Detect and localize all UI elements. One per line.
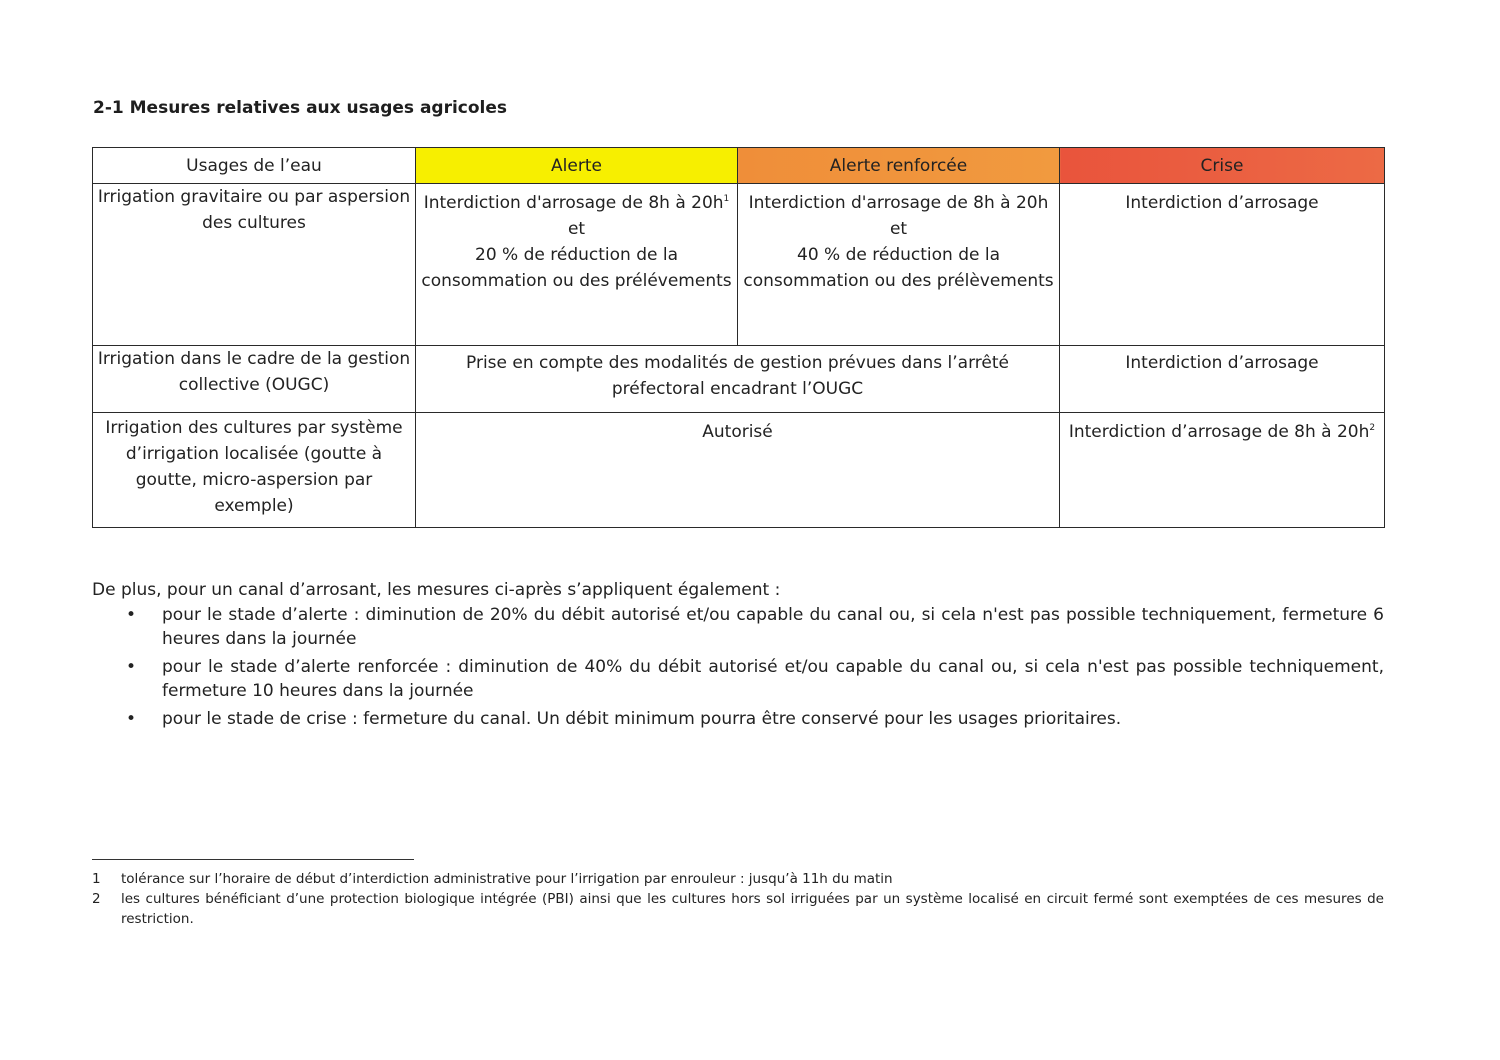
section-title: 2-1 Mesures relatives aux usages agricoles (93, 98, 508, 118)
footnote-separator (92, 859, 414, 860)
usage-cell: Irrigation dans le cadre de la gestion collective (OUGC) (93, 346, 416, 413)
alerte-line: et (567, 219, 586, 239)
list-item (92, 603, 1384, 651)
footnote (92, 889, 1384, 929)
measures-table (92, 147, 1385, 528)
footnote-ref: 1 (723, 194, 730, 204)
table-row (93, 346, 1385, 413)
table-row (93, 184, 1385, 346)
canal-measures-list (92, 603, 1384, 735)
header-usages: Usages de l’eau (93, 148, 416, 184)
alerte-renforcee-merged-cell: Autorisé (416, 413, 1060, 528)
alerte-cell (416, 184, 738, 346)
footnotes (92, 869, 1384, 929)
renforcee-cell (738, 184, 1060, 346)
list-item-text: pour le stade d’alerte renforcée : diminution de 40% du débit autorisé et/ou capable du canal ou, si cela n'est pas possible techniquement, fermeture 10 heures dans la journée (162, 657, 1384, 701)
usage-cell: Irrigation gravitaire ou par aspersion des cultures (93, 184, 416, 346)
alerte-line: 20 % de réduction de la consommation ou des prélévements (421, 245, 732, 291)
intro-paragraph: De plus, pour un canal d’arrosant, les mesures ci-après s’appliquent également : (92, 580, 781, 600)
alerte-renforcee-merged-cell: Prise en compte des modalités de gestion prévues dans l’arrêté préfectoral encadrant l’OUGC (416, 346, 1060, 413)
footnote-text: les cultures bénéficiant d’une protection biologique intégrée (PBI) ainsi que les cultures hors sol irriguées par un système localisé en circuit fermé sont exemptées de ces mesures de restriction. (121, 891, 1384, 927)
table-header-row (93, 148, 1385, 184)
list-item-text: pour le stade de crise : fermeture du canal. Un débit minimum pourra être conservé pour les usages prioritaires. (162, 709, 1122, 729)
list-item-text: pour le stade d’alerte : diminution de 20% du débit autorisé et/ou capable du canal ou, si cela n'est pas possible techniquement, fermeture 6 heures dans la journée (162, 605, 1384, 649)
renforcee-line: 40 % de réduction de la consommation ou des prélèvements (743, 245, 1054, 291)
header-alerte: Alerte (416, 148, 738, 184)
footnote-text: tolérance sur l’horaire de début d’interdiction administrative pour l’irrigation par enrouleur : jusqu’à 11h du matin (121, 871, 893, 887)
header-crise: Crise (1060, 148, 1385, 184)
crise-cell: Interdiction d’arrosage (1060, 184, 1385, 346)
footnote-number: 1 (92, 871, 101, 887)
list-item (92, 707, 1384, 731)
alerte-line: Interdiction d'arrosage de 8h à $20h^1$ (423, 193, 730, 213)
header-alerte-renforcee: Alerte renforcée (738, 148, 1060, 184)
table-row (93, 413, 1385, 528)
renforcee-line: Interdiction d'arrosage de 8h à 20h (748, 193, 1049, 213)
crise-cell: Interdiction d’arrosage (1060, 346, 1385, 413)
footnote-ref: 2 (1369, 423, 1376, 433)
crise-cell: Interdiction d’arrosage de 8h à $20h^2$ (1060, 413, 1385, 528)
bullet-icon: • (126, 709, 137, 729)
renforcee-line: et (889, 219, 908, 239)
footnote (92, 869, 1384, 889)
bullet-icon: • (126, 605, 137, 625)
usage-cell: Irrigation des cultures par système d’irrigation localisée (goutte à goutte, micro-aspersion par exemple) (93, 413, 416, 528)
list-item (92, 655, 1384, 703)
footnote-number: 2 (92, 891, 101, 907)
bullet-icon: • (126, 657, 137, 677)
